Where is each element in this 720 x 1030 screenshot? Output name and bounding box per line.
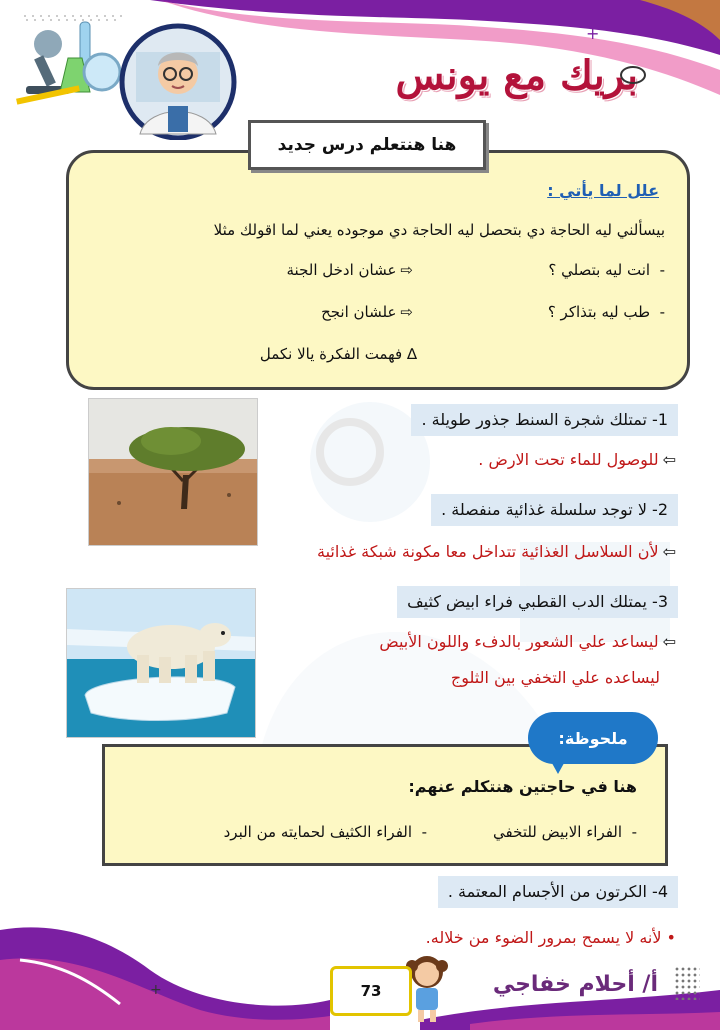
note-point-1 (493, 823, 637, 841)
answer-2 (317, 542, 676, 561)
intro-box (66, 150, 690, 390)
intro-heading: علل لما يأتي : (547, 181, 659, 200)
dash-icon: - (650, 303, 665, 321)
example-answer: علشان انجح (321, 303, 397, 321)
arrow-right-icon: ⇦ (662, 542, 676, 561)
question-2 (431, 494, 678, 526)
note-label-bubble: ملحوظة: (528, 712, 658, 764)
star-decoration: + (586, 24, 600, 43)
triangle-icon: ∆ (402, 345, 417, 363)
arrow-right-icon: ⇨ (400, 303, 413, 321)
example-2-question-row (548, 303, 665, 321)
note-heading: هنا في حاجتين هنتكلم عنهم: (408, 777, 637, 796)
scientist-avatar (112, 22, 244, 140)
note-point-2 (224, 823, 427, 841)
page-number: 73 (330, 966, 412, 1016)
question-text: الكرتون من الأجسام المعتمة . (447, 882, 647, 901)
dots-decoration (674, 966, 700, 1000)
question-text: تمتلك شجرة السنط جذور طويلة . (421, 410, 647, 429)
note-bubble-tail (548, 756, 568, 774)
answer-text: لأن السلاسل الغذائية تتداخل معا مكونة شبكة غذائية (316, 542, 659, 561)
star-decoration: + (150, 982, 162, 998)
question-4 (438, 876, 678, 908)
polar-bear-image (66, 588, 256, 738)
intro-explanation: بيسألني ليه الحاجة دي بتحصل ليه الحاجة دي موجوده يعني لما اقولك مثلا (213, 221, 665, 239)
answer-text: لأنه لا يسمح بمرور الضوء من خلاله. (425, 928, 662, 947)
background-character-watermark (260, 392, 680, 752)
question-3 (397, 586, 678, 618)
dash-icon: - (412, 823, 427, 841)
answer-4 (426, 928, 676, 947)
question-text: لا توجد سلسلة غذائية منفصلة . (441, 500, 647, 519)
question-text: يمتلك الدب القطبي فراء ابيض كثيف (407, 592, 647, 611)
note-point-text: الفراء الابيض للتخفي (493, 823, 623, 841)
example-question: طب ليه بتذاكر ؟ (547, 303, 651, 321)
dash-icon: - (650, 261, 665, 279)
answer-3-line-2: ليساعده علي التخفي بين الثلوج (450, 668, 660, 687)
bullet-icon: • (661, 928, 676, 947)
answer-1 (478, 450, 676, 469)
example-answer: عشان ادخل الجنة (286, 261, 397, 279)
question-number: 4- (652, 882, 668, 901)
example-1-question-row (548, 261, 665, 279)
arrow-right-icon: ⇦ (662, 632, 676, 651)
question-number: 1- (652, 410, 668, 429)
example-question: انت ليه بتصلي ؟ (548, 261, 651, 279)
arrow-right-icon: ⇨ (400, 261, 413, 279)
answer-text: ليساعد علي الشعور بالدفء واللون الأبيض (379, 632, 659, 651)
dash-icon: - (622, 823, 637, 841)
page-title: بريك مع يونس (395, 52, 638, 99)
question-number: 2- (652, 500, 668, 519)
intro-closing: فهمت الفكرة يالا نكمل (259, 345, 403, 363)
question-1 (411, 404, 678, 436)
question-number: 3- (652, 592, 668, 611)
acacia-tree-image (88, 398, 258, 546)
lesson-badge: هنا هنتعلم درس جديد (248, 120, 486, 170)
intro-closing-row (260, 345, 417, 363)
answer-text: للوصول للماء تحت الارض . (478, 450, 659, 469)
example-1-answer-row (287, 261, 414, 279)
author-name: أ/ أحلام خفاجي (492, 972, 658, 997)
example-2-answer-row (321, 303, 413, 321)
arrow-right-icon: ⇦ (662, 450, 676, 469)
ring-decoration (620, 66, 646, 84)
lab-equipment-illustration (10, 8, 122, 108)
answer-3-line-1 (379, 632, 676, 651)
note-point-text: الفراء الكثيف لحمايته من البرد (223, 823, 413, 841)
